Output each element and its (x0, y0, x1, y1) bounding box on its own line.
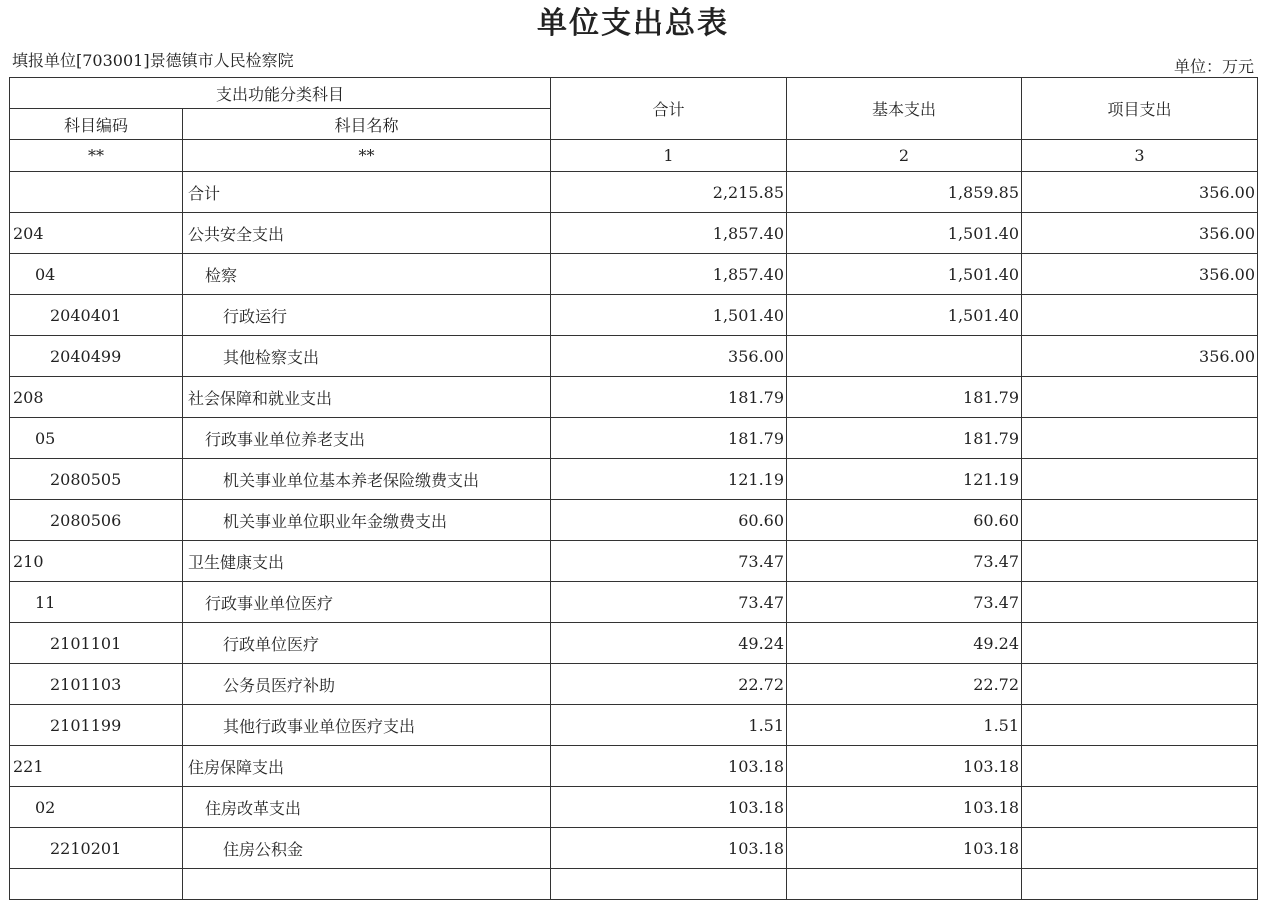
cell-subject-code: 2080506 (10, 500, 183, 541)
cell-total: 49.24 (551, 623, 787, 664)
header-total: 合计 (551, 78, 787, 140)
cell-total: 60.60 (551, 500, 787, 541)
cell-basic-expenditure: 103.18 (787, 746, 1022, 787)
cell-basic-expenditure: 73.47 (787, 582, 1022, 623)
cell-total: 22.72 (551, 664, 787, 705)
table-row (10, 541, 1258, 582)
cell-subject-name: 行政单位医疗 (183, 623, 551, 664)
header-row-index (10, 140, 1258, 172)
cell-subject-name: 行政事业单位医疗 (183, 582, 551, 623)
cell-project-expenditure (1022, 500, 1258, 541)
table-row (10, 213, 1258, 254)
cell-basic-expenditure: 121.19 (787, 459, 1022, 500)
table-row (10, 787, 1258, 828)
cell-subject-name: 机关事业单位基本养老保险缴费支出 (183, 459, 551, 500)
cell-subject-code: 210 (10, 541, 183, 582)
cell-basic-expenditure: 73.47 (787, 541, 1022, 582)
table-row (10, 295, 1258, 336)
reporting-unit-label: 填报单位[703001]景德镇市人民检察院 (12, 51, 294, 70)
cell-subject-name: 社会保障和就业支出 (183, 377, 551, 418)
cell-project-expenditure: 356.00 (1022, 336, 1258, 377)
cell-subject-code: 02 (10, 787, 183, 828)
cell-project-expenditure: 356.00 (1022, 254, 1258, 295)
cell-total: 1,857.40 (551, 213, 787, 254)
cell-subject-code: 208 (10, 377, 183, 418)
index-project: 3 (1022, 140, 1258, 172)
cell-subject-name: 机关事业单位职业年金缴费支出 (183, 500, 551, 541)
expenditure-summary-table (9, 77, 1258, 900)
cell-subject-name: 检察 (183, 254, 551, 295)
cell-subject-name: 行政运行 (183, 295, 551, 336)
table-row (10, 746, 1258, 787)
table-row (10, 828, 1258, 869)
cell-basic-expenditure: 60.60 (787, 500, 1022, 541)
cell-subject-name: 合计 (183, 172, 551, 213)
cell-subject-name: 公务员医疗补助 (183, 664, 551, 705)
cell-subject-name: 其他行政事业单位医疗支出 (183, 705, 551, 746)
cell-subject-code (10, 172, 183, 213)
cell-total: 181.79 (551, 418, 787, 459)
cell-project-expenditure (1022, 746, 1258, 787)
cell-total: 103.18 (551, 746, 787, 787)
table-row (10, 500, 1258, 541)
table-row (10, 459, 1258, 500)
cell-basic-expenditure: 49.24 (787, 623, 1022, 664)
cell-subject-code: 2040499 (10, 336, 183, 377)
cell-project-expenditure (1022, 582, 1258, 623)
cell-total: 1,501.40 (551, 295, 787, 336)
header-subject-code: 科目编码 (10, 109, 183, 140)
cell-basic-expenditure: 103.18 (787, 828, 1022, 869)
cell-basic-expenditure: 1,501.40 (787, 295, 1022, 336)
cell-subject-code: 04 (10, 254, 183, 295)
cell-total: 73.47 (551, 582, 787, 623)
cell-total: 1,857.40 (551, 254, 787, 295)
cell-basic-expenditure: 1,501.40 (787, 254, 1022, 295)
header-basic-expenditure: 基本支出 (787, 78, 1022, 140)
table-row (10, 582, 1258, 623)
cell-subject-code: 221 (10, 746, 183, 787)
table-row (10, 172, 1258, 213)
table-row (10, 254, 1258, 295)
table-row (10, 377, 1258, 418)
header-subject-name: 科目名称 (183, 109, 551, 140)
cell-subject-name: 卫生健康支出 (183, 541, 551, 582)
cell-subject-code: 2080505 (10, 459, 183, 500)
cell-total: 2,215.85 (551, 172, 787, 213)
cell-project-expenditure (1022, 459, 1258, 500)
currency-unit-label: 单位：万元 (1173, 57, 1254, 76)
table-row (10, 705, 1258, 746)
cell-subject-code: 2210201 (10, 828, 183, 869)
index-name: ** (183, 140, 551, 172)
header-function-category: 支出功能分类科目 (10, 78, 551, 109)
cell-subject-code: 05 (10, 418, 183, 459)
cell-project-expenditure (1022, 623, 1258, 664)
cell-subject-code: 2101103 (10, 664, 183, 705)
index-code: ** (10, 140, 183, 172)
cell-total: 121.19 (551, 459, 787, 500)
cell-basic-expenditure: 103.18 (787, 787, 1022, 828)
cell-basic-expenditure (787, 869, 1022, 900)
cell-subject-name: 住房公积金 (183, 828, 551, 869)
cell-subject-code: 2101199 (10, 705, 183, 746)
cell-total: 1.51 (551, 705, 787, 746)
cell-project-expenditure (1022, 705, 1258, 746)
table-row (10, 869, 1258, 900)
cell-subject-code: 204 (10, 213, 183, 254)
cell-subject-code (10, 869, 183, 900)
cell-total: 103.18 (551, 787, 787, 828)
table-row (10, 418, 1258, 459)
table-row (10, 336, 1258, 377)
table-row (10, 664, 1258, 705)
cell-total: 181.79 (551, 377, 787, 418)
cell-subject-name: 其他检察支出 (183, 336, 551, 377)
cell-total: 73.47 (551, 541, 787, 582)
cell-subject-name: 住房保障支出 (183, 746, 551, 787)
cell-basic-expenditure: 181.79 (787, 418, 1022, 459)
cell-total: 103.18 (551, 828, 787, 869)
cell-basic-expenditure: 1,859.85 (787, 172, 1022, 213)
cell-subject-code: 11 (10, 582, 183, 623)
table-row (10, 623, 1258, 664)
cell-project-expenditure (1022, 787, 1258, 828)
cell-subject-code: 2040401 (10, 295, 183, 336)
cell-basic-expenditure (787, 336, 1022, 377)
cell-basic-expenditure: 1,501.40 (787, 213, 1022, 254)
cell-basic-expenditure: 1.51 (787, 705, 1022, 746)
cell-project-expenditure (1022, 869, 1258, 900)
cell-total: 356.00 (551, 336, 787, 377)
index-basic: 2 (787, 140, 1022, 172)
cell-subject-code: 2101101 (10, 623, 183, 664)
table-body (10, 172, 1258, 900)
index-total: 1 (551, 140, 787, 172)
cell-project-expenditure (1022, 541, 1258, 582)
cell-total (551, 869, 787, 900)
cell-subject-name: 公共安全支出 (183, 213, 551, 254)
page-title: 单位支出总表 (537, 6, 729, 41)
cell-project-expenditure: 356.00 (1022, 213, 1258, 254)
cell-project-expenditure: 356.00 (1022, 172, 1258, 213)
cell-basic-expenditure: 22.72 (787, 664, 1022, 705)
header-project-expenditure: 项目支出 (1022, 78, 1258, 140)
cell-project-expenditure (1022, 295, 1258, 336)
cell-project-expenditure (1022, 828, 1258, 869)
header-row-group (10, 78, 1258, 109)
cell-project-expenditure (1022, 418, 1258, 459)
cell-subject-name (183, 869, 551, 900)
cell-project-expenditure (1022, 377, 1258, 418)
cell-subject-name: 住房改革支出 (183, 787, 551, 828)
cell-subject-name: 行政事业单位养老支出 (183, 418, 551, 459)
cell-project-expenditure (1022, 664, 1258, 705)
cell-basic-expenditure: 181.79 (787, 377, 1022, 418)
